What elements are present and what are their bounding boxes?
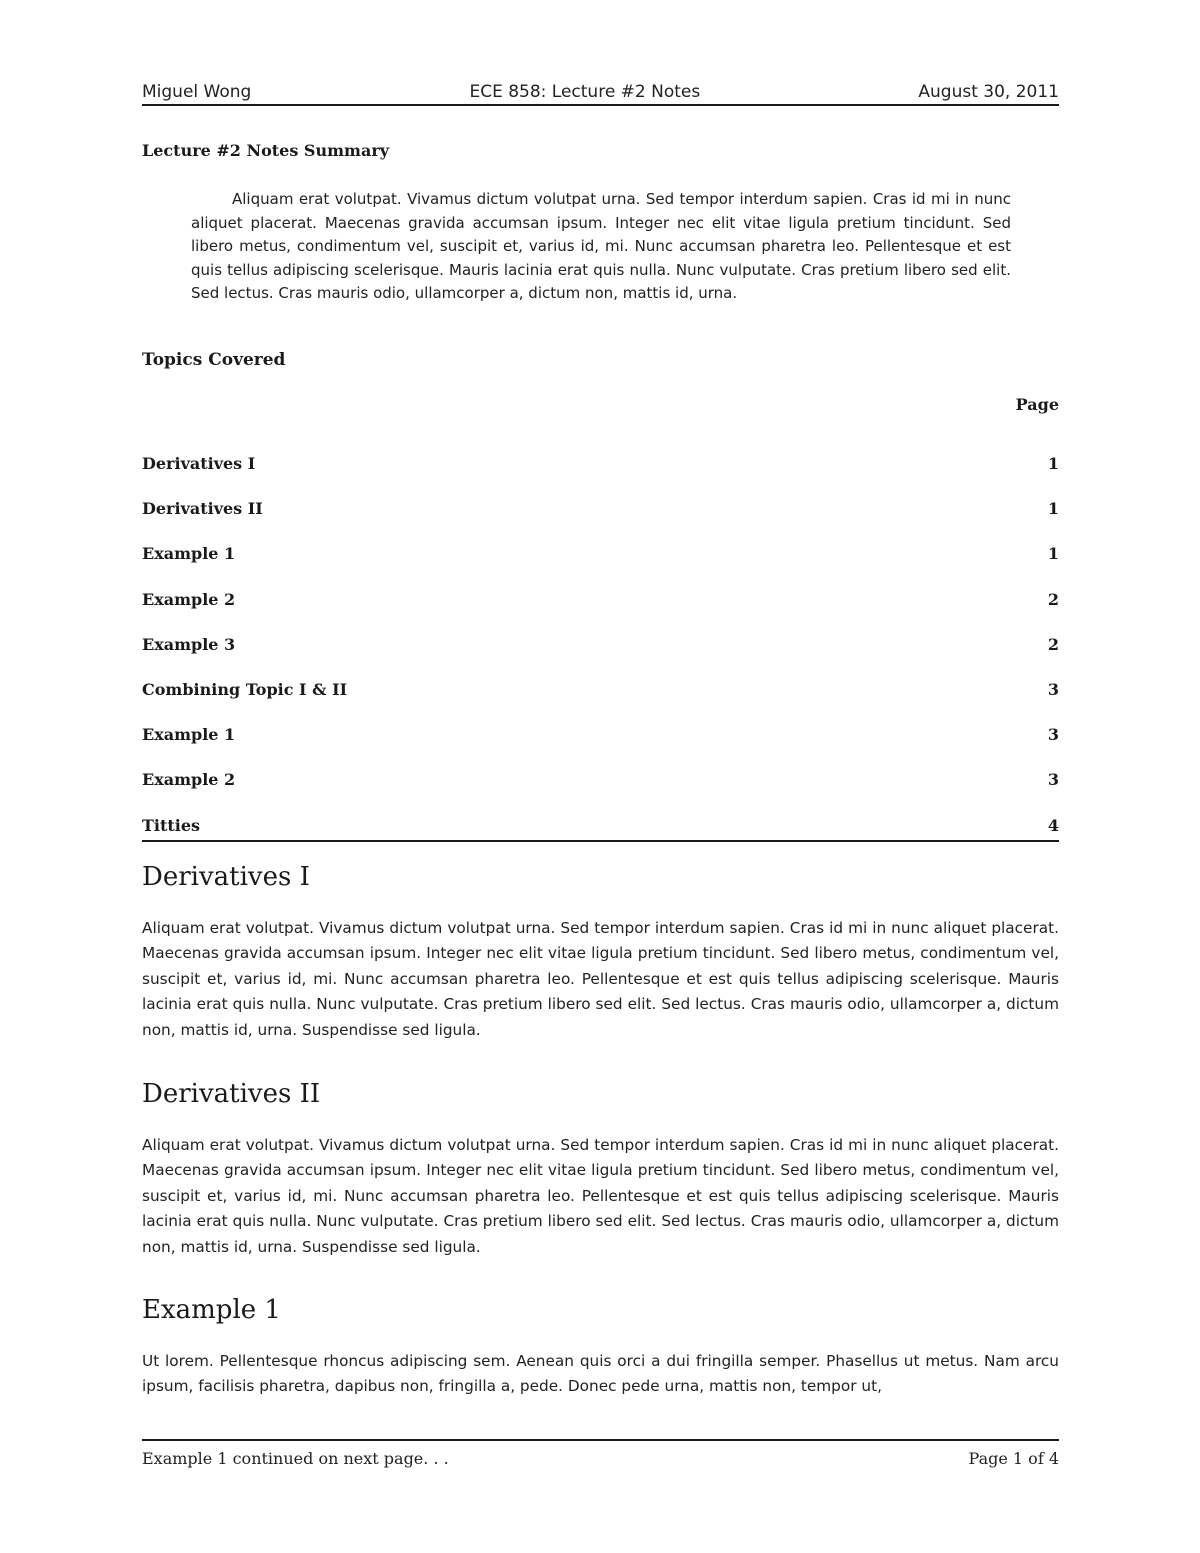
footer-page-number: Page 1 of 4 xyxy=(968,1449,1059,1468)
toc-entry-page: 2 xyxy=(1047,634,1059,654)
section-title: Derivatives II xyxy=(142,1079,321,1109)
toc-entry-page: 3 xyxy=(1047,725,1059,745)
toc-entry-page: 1 xyxy=(1047,544,1059,564)
running-header xyxy=(142,76,1059,106)
toc-entry-page: 1 xyxy=(1047,499,1059,519)
toc-entry-label: Derivatives II xyxy=(142,499,263,519)
toc-entry[interactable] xyxy=(142,757,1059,802)
toc-entry-label: Example 3 xyxy=(142,634,236,654)
toc-entry[interactable] xyxy=(142,712,1059,757)
toc-entry[interactable] xyxy=(142,577,1059,622)
toc-entry-label: Example 2 xyxy=(142,770,236,790)
toc-entry[interactable] xyxy=(142,622,1059,667)
header-date: August 30, 2011 xyxy=(918,82,1059,102)
toc-page-column-label: Page xyxy=(1015,395,1059,414)
toc-entry-page: 4 xyxy=(1047,815,1059,835)
toc-entry-label: Example 1 xyxy=(142,544,236,564)
running-footer xyxy=(142,1439,1059,1468)
document-page xyxy=(142,0,1059,1553)
section-body: Ut lorem. Pellentesque rhoncus adipiscing sem. Aenean quis orci a dui fringilla semper. Phasellus ut metus. Nam arcu ipsum, facilisis pharetra, dapibus non, fringilla a, pede. Donec pede urna, mattis non, tempor ut, xyxy=(142,1352,1059,1396)
section-title: Derivatives I xyxy=(142,862,310,892)
toc-entry-page: 3 xyxy=(1047,770,1059,790)
toc-entry-label: Example 2 xyxy=(142,589,236,609)
toc-entry-label: Example 1 xyxy=(142,725,236,745)
header-title: ECE 858: Lecture #2 Notes xyxy=(469,82,701,102)
toc-entry-page: 2 xyxy=(1047,589,1059,609)
toc-entries xyxy=(142,441,1059,848)
toc-entry-label: Derivatives I xyxy=(142,454,256,474)
summary-heading: Lecture #2 Notes Summary xyxy=(142,141,390,160)
summary-body: Aliquam erat volutpat. Vivamus dictum volutpat urna. Sed tempor interdum sapien. Cras id mi in nunc aliquet placerat. Maecenas gravida accumsan ipsum. Integer nec elit vitae ligula pretium tincidunt. Sed libero metus, condimentum vel, suscipit et, varius id, mi. Nunc accumsan pharetra leo. Pellentesque et est quis tellus adipiscing scelerisque. Mauris lacinia erat quis nulla. Nunc vulputate. Cras pretium libero sed elit. Sed lectus. Cras mauris odio, ullamcorper a, dictum non, mattis id, urna. xyxy=(191,190,1011,302)
header-author: Miguel Wong xyxy=(142,82,252,102)
topics-heading: Topics Covered xyxy=(142,350,286,370)
toc-entry-page: 1 xyxy=(1047,454,1059,474)
section-body: Aliquam erat volutpat. Vivamus dictum volutpat urna. Sed tempor interdum sapien. Cras id mi in nunc aliquet placerat. Maecenas gravida accumsan ipsum. Integer nec elit vitae ligula pretium tincidunt. Sed libero metus, condimentum vel, suscipit et, varius id, mi. Nunc accumsan pharetra leo. Pellentesque et est quis tellus adipiscing scelerisque. Mauris lacinia erat quis nulla. Nunc vulputate. Cras pretium libero sed elit. Sed lectus. Cras mauris odio, ullamcorper a, dictum non, mattis id, urna. Suspendisse sed ligula. xyxy=(142,919,1059,1039)
toc-entry[interactable] xyxy=(142,441,1059,486)
toc-entry[interactable] xyxy=(142,531,1059,576)
section-title: Example 1 xyxy=(142,1295,281,1325)
toc-entry-label: Titties xyxy=(142,815,201,835)
footer-continued-note: Example 1 continued on next page. . . xyxy=(142,1449,449,1468)
section-body: Aliquam erat volutpat. Vivamus dictum volutpat urna. Sed tempor interdum sapien. Cras id mi in nunc aliquet placerat. Maecenas gravida accumsan ipsum. Integer nec elit vitae ligula pretium tincidunt. Sed libero metus, condimentum vel, suscipit et, varius id, mi. Nunc accumsan pharetra leo. Pellentesque et est quis tellus adipiscing scelerisque. Mauris lacinia erat quis nulla. Nunc vulputate. Cras pretium libero sed elit. Sed lectus. Cras mauris odio, ullamcorper a, dictum non, mattis id, urna. Suspendisse sed ligula. xyxy=(142,1136,1059,1256)
toc-entry-page: 3 xyxy=(1047,680,1059,700)
table-of-contents xyxy=(142,395,1059,848)
toc-entry-label: Combining Topic I & II xyxy=(142,680,348,700)
toc-divider xyxy=(142,840,1059,842)
toc-entry[interactable] xyxy=(142,667,1059,712)
toc-entry[interactable] xyxy=(142,486,1059,531)
